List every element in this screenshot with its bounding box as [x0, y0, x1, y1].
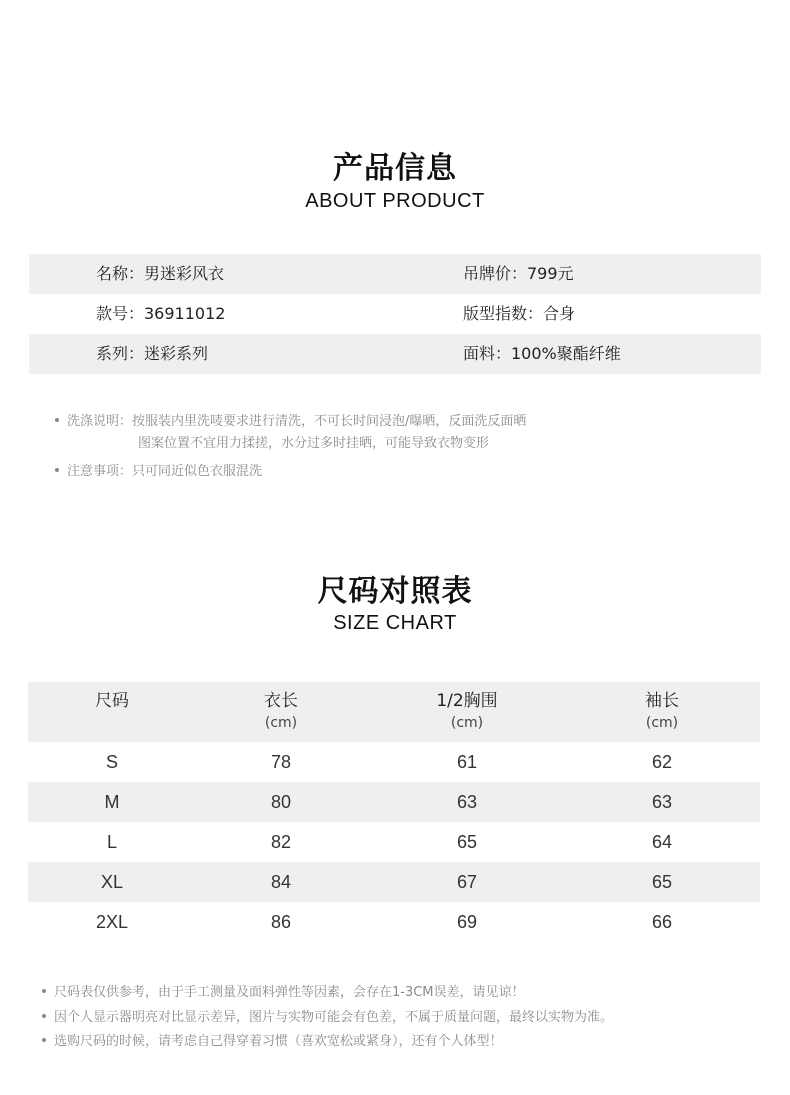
table-row	[28, 782, 760, 822]
info-series: 系列：迷彩系列	[96, 344, 209, 363]
wash-text-2: 图案位置不宜用力揉搓，水分过多时挂晒，可能导致衣物变形	[138, 436, 490, 451]
cell-length: 84	[270, 872, 292, 892]
cell-sleeve: 66	[651, 912, 673, 932]
cell-chest: 63	[456, 792, 478, 812]
bullet-icon	[55, 418, 59, 422]
bullet-icon	[42, 1014, 46, 1018]
table-row	[28, 742, 760, 782]
bullet-icon	[42, 989, 46, 993]
header-sleeve: 袖长 (cm)	[645, 691, 679, 731]
cell-chest: 69	[456, 912, 478, 932]
wash-text-1: 按服装内里洗唛要求进行清洗，不可长时间浸泡/曝晒，反面洗反面晒	[132, 414, 527, 429]
table-row	[28, 822, 760, 862]
cell-size: M	[104, 792, 120, 812]
header-length: 衣长 (cm)	[264, 691, 298, 731]
cell-length: 78	[270, 752, 292, 772]
header-size: 尺码	[95, 691, 129, 711]
info-row	[29, 334, 761, 374]
info-price: 吊牌价：799元	[463, 264, 574, 283]
cell-chest: 67	[456, 872, 478, 892]
info-fit: 版型指数：合身	[463, 304, 576, 323]
table-row	[28, 862, 760, 902]
size-chart-title: 尺码对照表	[317, 574, 473, 609]
cell-length: 80	[270, 792, 292, 812]
wash-label: 洗涤说明：	[67, 414, 133, 429]
header-chest: 1/2胸围 (cm)	[436, 691, 498, 731]
wash-instructions	[55, 411, 755, 433]
cell-length: 82	[270, 832, 292, 852]
info-row	[29, 294, 761, 334]
care-label: 注意事项：	[67, 464, 133, 479]
size-table-header	[28, 682, 760, 742]
cell-chest: 61	[456, 752, 478, 772]
cell-size: 2XL	[95, 912, 129, 932]
product-info-title: 产品信息	[333, 151, 457, 186]
info-row	[29, 254, 761, 294]
info-style-no: 款号：36911012	[96, 304, 226, 323]
table-row	[28, 902, 760, 942]
size-note: 因个人显示器明亮对比显示差异，图片与实物可能会有色差，不属于质量问题，最终以实物为准。	[42, 1007, 772, 1029]
product-info-subtitle: ABOUT PRODUCT	[305, 190, 485, 212]
cell-size: L	[106, 832, 117, 852]
size-note: 选购尺码的时候，请考虑自己得穿着习惯（喜欢宽松或紧身），还有个人体型！	[42, 1031, 772, 1053]
cell-sleeve: 63	[651, 792, 673, 812]
cell-sleeve: 65	[651, 872, 673, 892]
care-text: 只可同近似色衣服混洗	[132, 464, 263, 479]
cell-chest: 65	[456, 832, 478, 852]
cell-sleeve: 62	[651, 752, 673, 772]
info-name: 名称：男迷彩风衣	[96, 264, 225, 283]
cell-size: S	[105, 752, 118, 772]
cell-size: XL	[100, 872, 124, 892]
info-fabric: 面料：100%聚酯纤维	[463, 344, 621, 363]
size-note: 尺码表仅供参考，由于手工测量及面料弹性等因素，会存在1-3CM误差，请见谅！	[42, 982, 772, 1004]
bullet-icon	[42, 1038, 46, 1042]
bullet-icon	[55, 468, 59, 472]
cell-sleeve: 64	[651, 832, 673, 852]
care-notes	[55, 461, 755, 483]
size-chart-subtitle: SIZE CHART	[333, 612, 457, 634]
cell-length: 86	[270, 912, 292, 932]
